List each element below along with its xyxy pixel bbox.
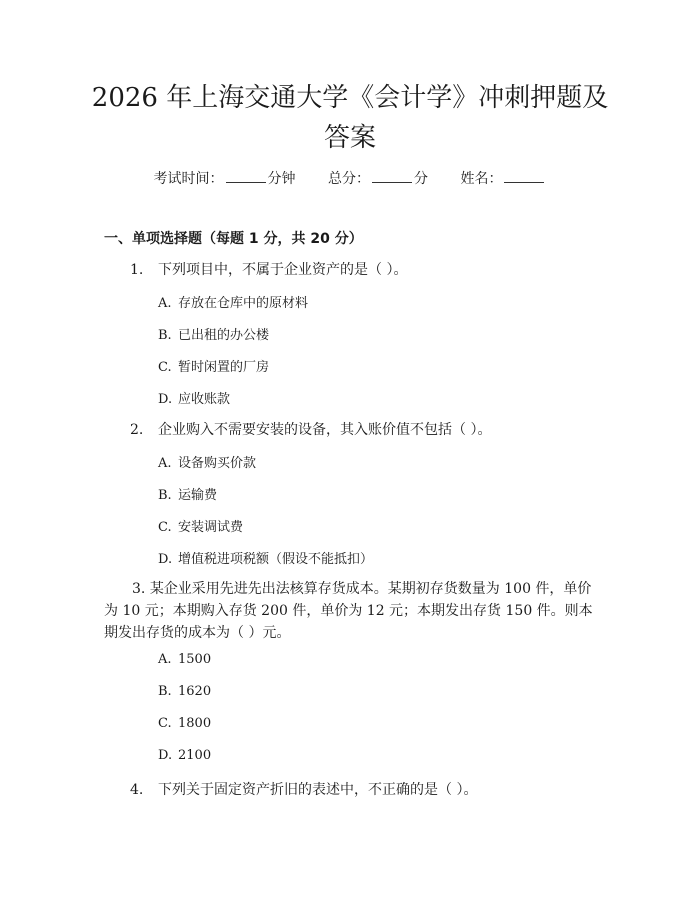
question-2 — [130, 418, 491, 442]
option — [158, 516, 243, 535]
option-text: 1620 — [178, 684, 212, 699]
option-text: 2100 — [178, 748, 212, 763]
option-text: 1500 — [178, 652, 212, 667]
option-text: 已出租的办公楼 — [178, 328, 270, 343]
option-letter: C. — [158, 520, 172, 535]
score-label: 总分： — [328, 171, 370, 187]
option-text: 设备购买价款 — [178, 456, 257, 471]
option-text: 暂时闲置的厂房 — [178, 360, 270, 375]
option-text: 安装调试费 — [178, 520, 244, 535]
total-score — [328, 171, 428, 187]
score-unit: 分 — [414, 171, 428, 187]
option — [158, 292, 308, 311]
option-letter: D. — [158, 392, 173, 407]
question-number: 1. — [130, 262, 144, 278]
option-letter: B. — [158, 328, 172, 343]
option-text: 存放在仓库中的原材料 — [178, 296, 309, 311]
question-4 — [130, 778, 477, 802]
option-letter: A. — [158, 456, 172, 471]
question-1 — [130, 258, 407, 282]
option — [158, 388, 230, 407]
option — [158, 484, 217, 503]
option-text: 应收账款 — [178, 392, 231, 407]
question-number: 3. — [132, 581, 146, 597]
option-letter: A. — [158, 296, 172, 311]
option-text: 1800 — [178, 716, 212, 731]
page-title — [60, 78, 640, 158]
option-letter: A. — [158, 652, 172, 667]
option — [158, 748, 211, 763]
time-label: 考试时间： — [153, 171, 224, 187]
time-unit: 分钟 — [267, 171, 296, 187]
name-label: 姓名： — [460, 171, 503, 187]
option-text: 增值税进项税额（假设不能抵扣） — [178, 552, 374, 567]
option — [158, 716, 211, 731]
title-line-2: 答案 — [323, 123, 376, 153]
question-number: 2. — [130, 422, 144, 438]
option-letter: B. — [158, 488, 172, 503]
name-blank — [504, 170, 544, 183]
question-number: 4. — [130, 782, 144, 798]
exam-time — [154, 171, 296, 187]
question-3 — [104, 578, 594, 644]
question-text: 下列项目中，不属于企业资产的是（ ）。 — [158, 262, 408, 278]
score-blank — [372, 170, 412, 183]
section-heading: 一、单项选择题（每题 1 分，共 20 分） — [104, 231, 363, 247]
question-text: 下列关于固定资产折旧的表述中，不正确的是（ ）。 — [158, 782, 478, 798]
option-letter: D. — [158, 748, 173, 763]
option-letter: C. — [158, 716, 172, 731]
option — [158, 652, 211, 667]
question-text: 某企业采用先进先出法核算存货成本。某期初存货数量为 100 件，单价为 10 元；本期购入存货 200 件，单价为 12 元；本期发出存货 150 件。则本期发出存货的成本为（ ）元。 — [104, 581, 593, 641]
option — [158, 548, 373, 567]
option — [158, 452, 256, 471]
option-text: 运输费 — [178, 488, 218, 503]
option-letter: B. — [158, 684, 172, 699]
option — [158, 324, 269, 343]
question-text: 企业购入不需要安装的设备，其入账价值不包括（ ）。 — [158, 422, 492, 438]
exam-meta — [0, 168, 700, 188]
title-line-1: 2026 年上海交通大学《会计学》冲刺押题及 — [91, 83, 609, 113]
option-letter: C. — [158, 360, 172, 375]
option — [158, 356, 269, 375]
time-blank — [226, 170, 266, 183]
option — [158, 684, 211, 699]
option-letter: D. — [158, 552, 173, 567]
student-name — [460, 171, 546, 187]
